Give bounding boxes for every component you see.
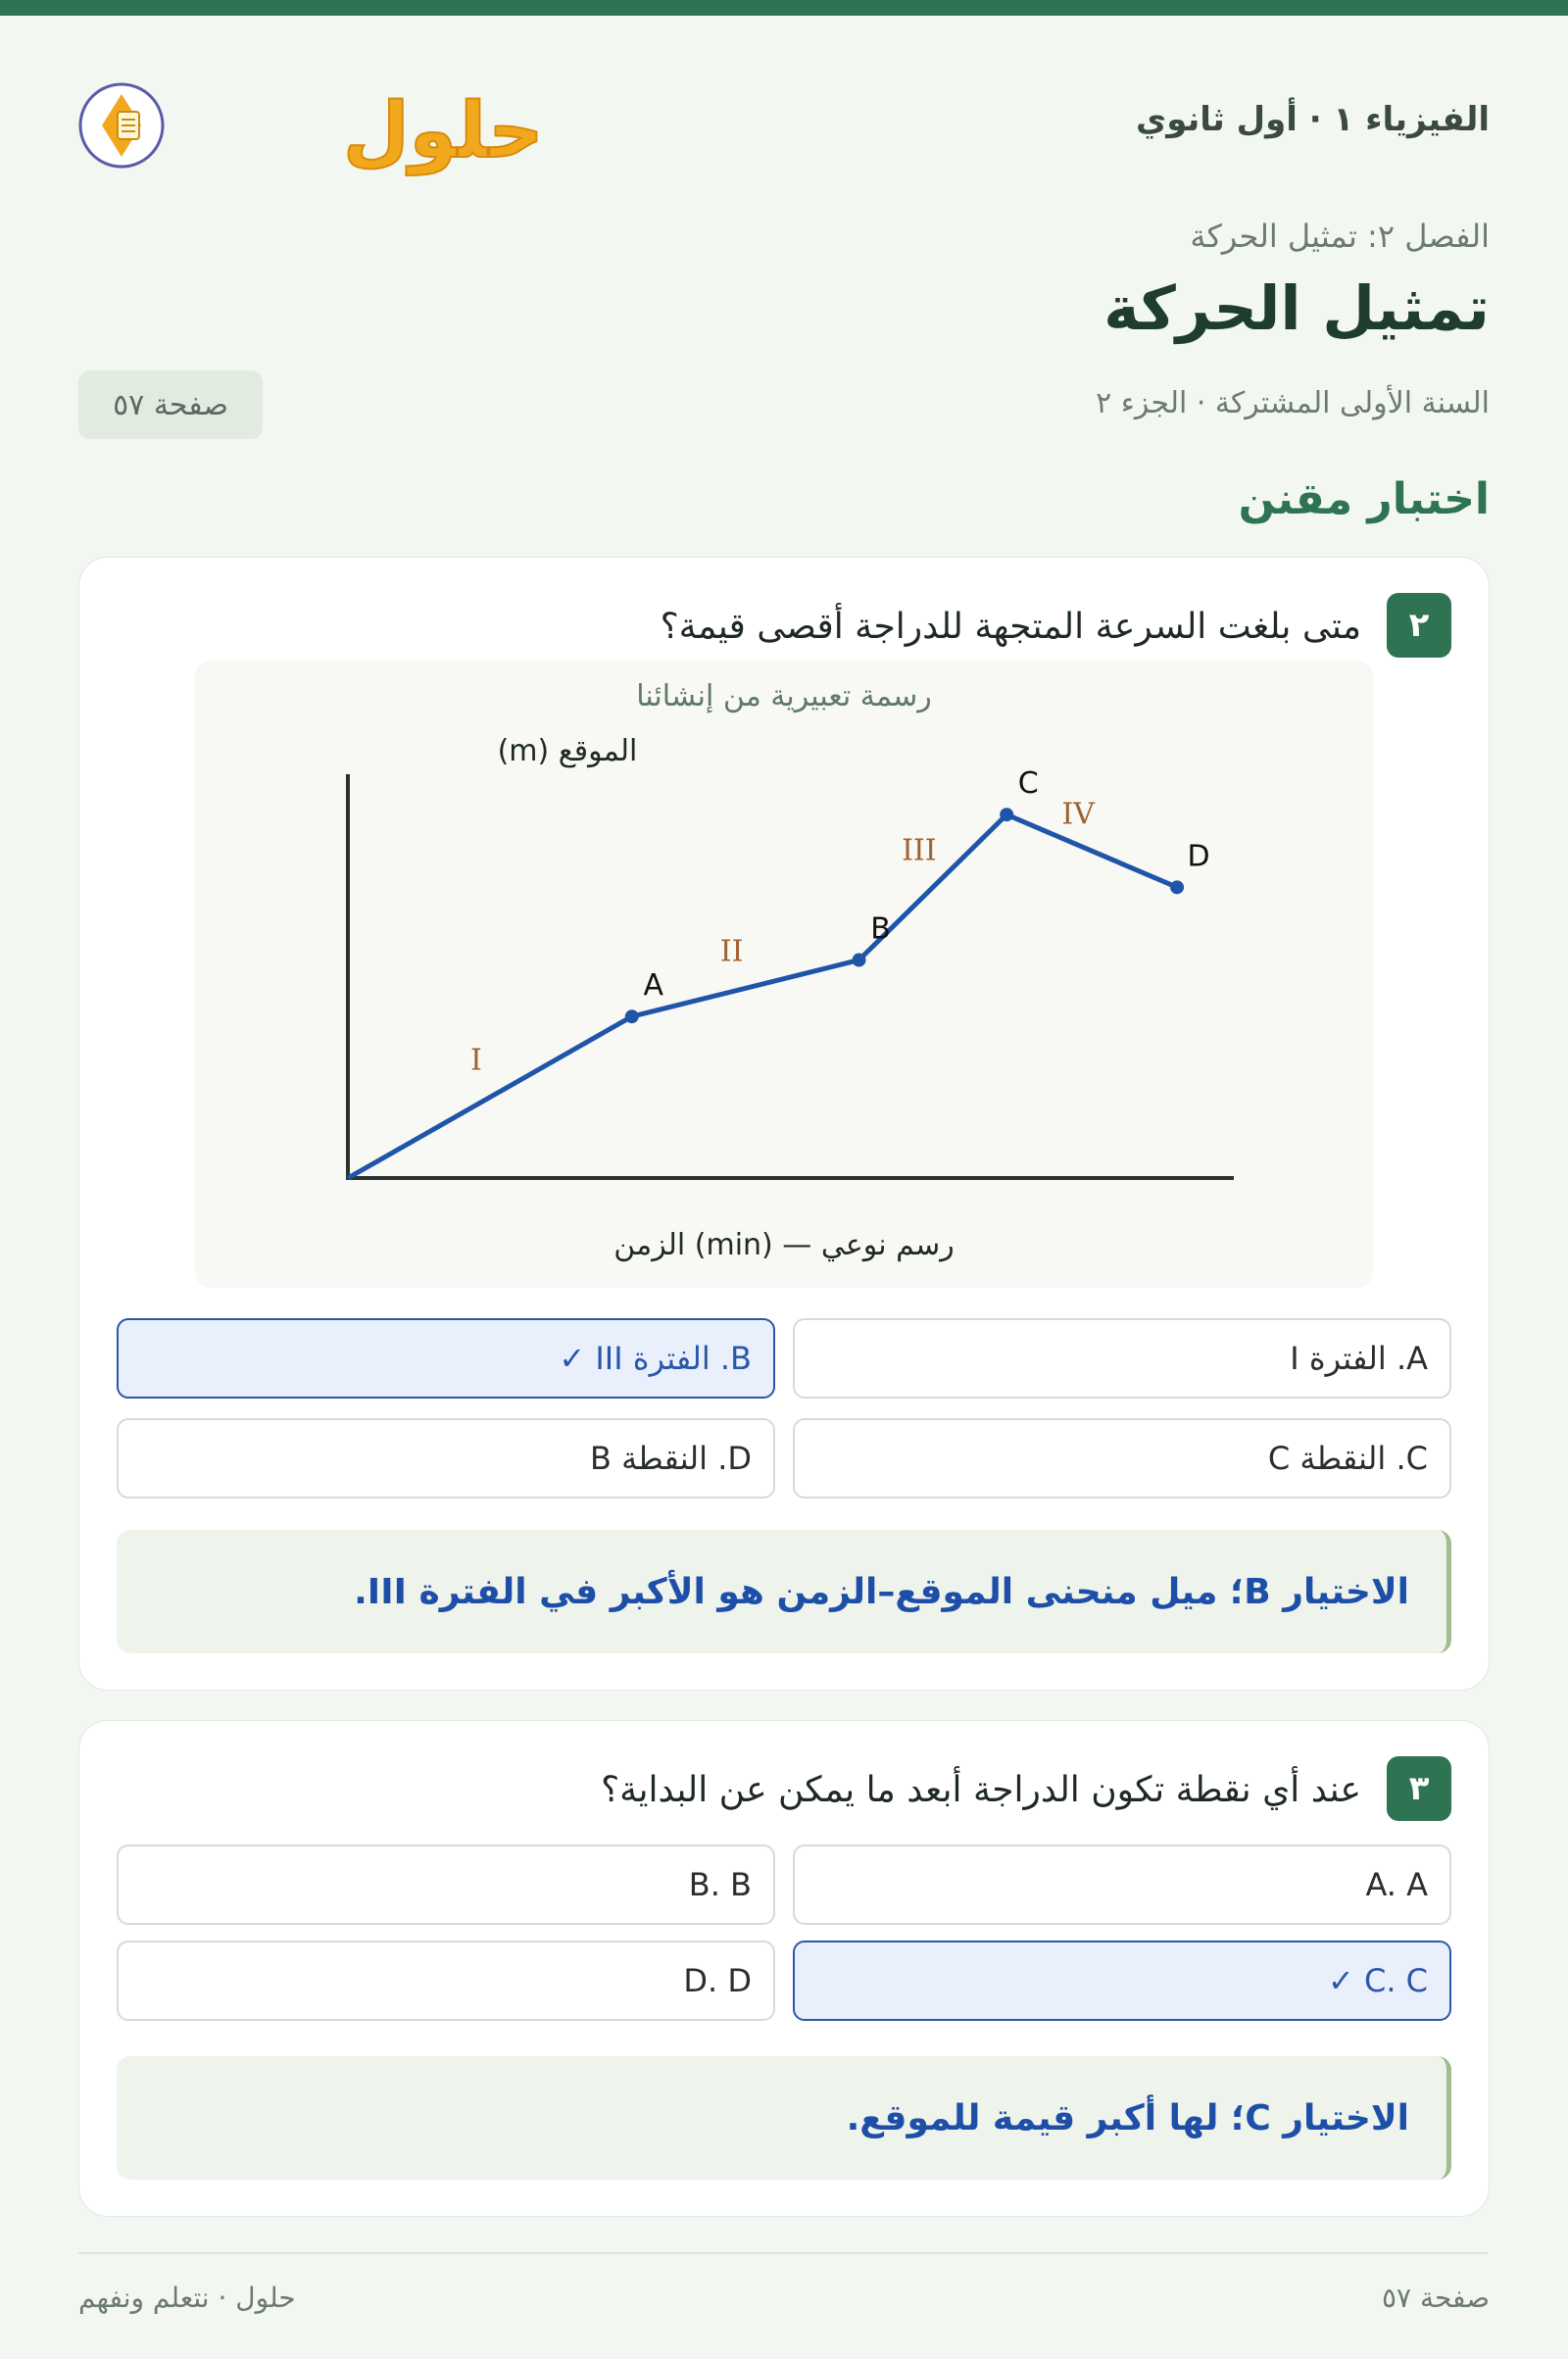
- footer-divider: [78, 2252, 1488, 2254]
- book-meta: السنة الأولى المشتركة · الجزء ٢: [1096, 386, 1490, 420]
- interval-label-4: IV: [1061, 797, 1095, 832]
- chapter-label: الفصل ٢: تمثيل الحركة: [1190, 218, 1490, 255]
- question-number: ٢: [1387, 593, 1451, 658]
- question-number: ٣: [1387, 1756, 1451, 1821]
- question-text: متى بلغت السرعة المتجهة للدراجة أقصى قيمة؟: [660, 607, 1361, 647]
- point-a-label: A: [643, 968, 664, 1004]
- option-c[interactable]: C. النقطة C: [793, 1418, 1451, 1499]
- option-d[interactable]: D. D: [117, 1941, 775, 2021]
- point-d-label: D: [1187, 839, 1210, 874]
- interval-label-2: II: [719, 934, 744, 969]
- page-number-badge: صفحة ٥٧: [78, 370, 263, 439]
- question-text: عند أي نقطة تكون الدراجة أبعد ما يمكن عن البداية؟: [601, 1770, 1361, 1810]
- x-axis-label: رسم نوعي — (min) الزمن: [613, 1228, 955, 1262]
- footer-page-number: صفحة ٥٧: [1381, 2282, 1490, 2314]
- question-card-2: [78, 557, 1490, 1691]
- hulul-logo: [78, 61, 544, 178]
- figure-panel: [195, 661, 1373, 1288]
- option-a[interactable]: A. A: [793, 1844, 1451, 1925]
- option-a[interactable]: A. الفترة I: [793, 1318, 1451, 1399]
- point-a-marker: [625, 1009, 639, 1023]
- question-card-3: [78, 1720, 1490, 2217]
- option-c[interactable]: C. C ✓: [793, 1941, 1451, 2021]
- position-series-line: [348, 814, 1177, 1178]
- top-accent-bar: [0, 0, 1568, 16]
- book-title: الفيزياء ١ · أول ثانوي: [1136, 100, 1490, 139]
- interval-label-3: III: [902, 833, 937, 868]
- footer-brand: حلول · نتعلم ونفهم: [78, 2282, 296, 2314]
- interval-label-1: I: [469, 1043, 482, 1078]
- logo-text: حلول: [343, 87, 544, 175]
- option-b[interactable]: B. الفترة III ✓: [117, 1318, 775, 1399]
- page-header: [78, 61, 1490, 178]
- point-c-marker: [1000, 808, 1013, 821]
- y-axis-label: الموقع (m): [497, 734, 638, 768]
- answer-explanation: الاختيار B؛ ميل منحنى الموقع–الزمن هو الأكبر في الفترة III.: [117, 1530, 1451, 1653]
- point-c-label: C: [1017, 766, 1039, 802]
- point-b-label: B: [870, 911, 891, 947]
- figure-caption: رسمة تعبيرية من إنشائنا: [636, 679, 932, 713]
- option-b[interactable]: B. B: [117, 1844, 775, 1925]
- point-d-marker: [1170, 880, 1184, 894]
- page-title: تمثيل الحركة: [1103, 272, 1490, 344]
- option-d[interactable]: D. النقطة B: [117, 1418, 775, 1499]
- point-b-marker: [853, 954, 866, 967]
- position-time-chart: [195, 661, 1373, 1288]
- answer-explanation: الاختيار C؛ لها أكبر قيمة للموقع.: [117, 2056, 1451, 2180]
- section-title: اختبار مقنن: [1238, 474, 1490, 524]
